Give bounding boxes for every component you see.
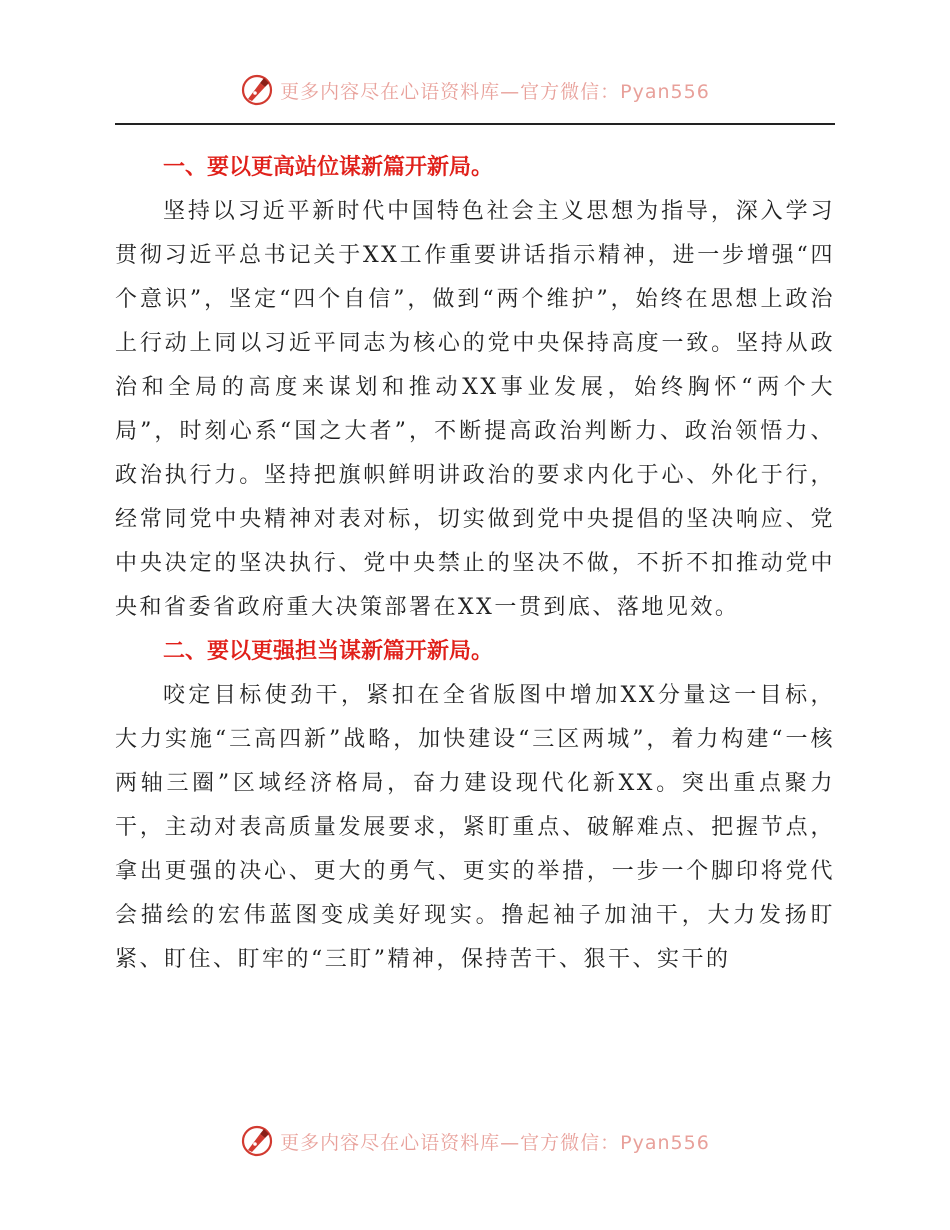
paragraph-1: 坚持以习近平新时代中国特色社会主义思想为指导，深入学习贯彻习近平总书记关于XX工作重要讲话指示精神，进一步增强“四个意识”，坚定“四个自信”，做到“两个维护”，始终在思想上政治上行动上同以习近平同志为核心的党中央保持高度一致。坚持从政治和全局的高度来谋划和推动XX事业发展，始终胸怀“两个大局”，时刻心系“国之大者”，不断提高政治判断力、政治领悟力、政治执行力。坚持把旗帜鲜明讲政治的要求内化于心、外化于行，经常同党中央精神对表对标，切实做到党中央提倡的坚决响应、党中央决定的坚决执行、党中央禁止的坚决不做，不折不扣推动党中央和省委省政府重大决策部署在XX一贯到底、落地见效。 [115, 199, 835, 620]
document-body [115, 146, 835, 982]
pen-nib-logo-icon [240, 1124, 274, 1158]
pen-nib-logo-icon [240, 73, 274, 107]
section-heading-1: 一、要以更高站位谋新篇开新局。 [163, 155, 494, 180]
footer-watermark [0, 1121, 950, 1161]
watermark-text: 更多内容尽在心语资料库—官方微信：Pyan556 [280, 80, 710, 103]
header-divider [115, 123, 835, 125]
section-heading-2: 二、要以更强担当谋新篇开新局。 [163, 639, 494, 664]
header-watermark [0, 70, 950, 110]
paragraph-2: 咬定目标使劲干，紧扣在全省版图中增加XX分量这一目标，大力实施“三高四新”战略，加快建设“三区两城”，着力构建“一核两轴三圈”区域经济格局，奋力建设现代化新XX。突出重点聚力干，主动对表高质量发展要求，紧盯重点、破解难点、把握节点，拿出更强的决心、更大的勇气、更实的举措，一步一个脚印将党代会描绘的宏伟蓝图变成美好现实。撸起袖子加油干，大力发扬盯紧、盯住、盯牢的“三盯”精神，保持苦干、狠干、实干的 [115, 683, 835, 972]
watermark-text: 更多内容尽在心语资料库—官方微信：Pyan556 [280, 1131, 710, 1154]
